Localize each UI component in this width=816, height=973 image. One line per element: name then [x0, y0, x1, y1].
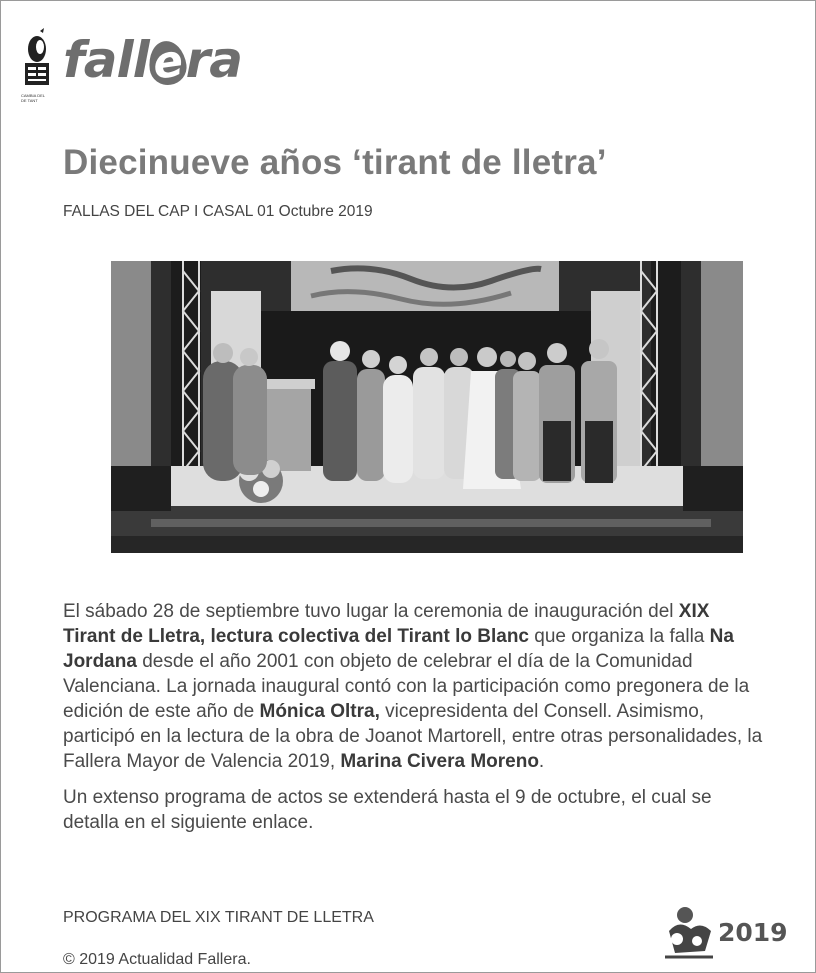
falla-figures-icon: [661, 901, 717, 961]
falla-emblem-icon: [23, 27, 57, 103]
copyright-notice: © 2019 Actualidad Fallera.: [63, 951, 251, 968]
logo-tagline: CAMBIA DEL DE TANT: [21, 93, 46, 103]
article-dateline: FALLAS DEL CAP I CASAL 01 Octubre 2019: [63, 203, 373, 220]
event-name: XIX Tirant de Lletra, lectura colectiva del Tirant lo Blanc: [63, 601, 710, 647]
falla-name: Na Jordana: [63, 626, 734, 672]
site-wordmark: fallera: [63, 31, 243, 90]
fallera-mayor-name: Marina Civera Moreno: [340, 751, 539, 772]
article-title: Diecinueve años ‘tirant de lletra’: [63, 143, 607, 182]
article-photo: [111, 261, 743, 553]
article-paragraph: El sábado 28 de septiembre tuvo lugar la ceremonia de inauguración del XIX Tirant de Lletra, lectura colectiva del Tirant lo Blanc que organiza la falla Na Jordana desde el año 2001 con objeto de celebrar el día de la Comunidad Valenciana. La jornada inaugural contó con la participación como pregonera de la edición de este año de Mónica Oltra, vicepresidenta del Consell. Asimismo, participó en la lectura de la obra de Joanot Martorell, entre otras personalidades, la Fallera Mayor de Valencia 2019, Marina Civera Moreno.: [63, 601, 763, 772]
article-paragraph: Un extenso programa de actos se extenderá hasta el 9 de octubre, el cual se detalla en el siguiente enlace.: [63, 787, 712, 833]
speaker-name: Mónica Oltra,: [259, 701, 380, 722]
site-logo[interactable]: [23, 27, 283, 103]
program-link[interactable]: PROGRAMA DEL XIX TIRANT DE LLETRA: [63, 909, 374, 926]
article-body: [63, 599, 763, 846]
stage-photo-illustration: [111, 261, 743, 553]
year-badge: [661, 901, 791, 961]
badge-year-label: 2019: [718, 918, 788, 947]
